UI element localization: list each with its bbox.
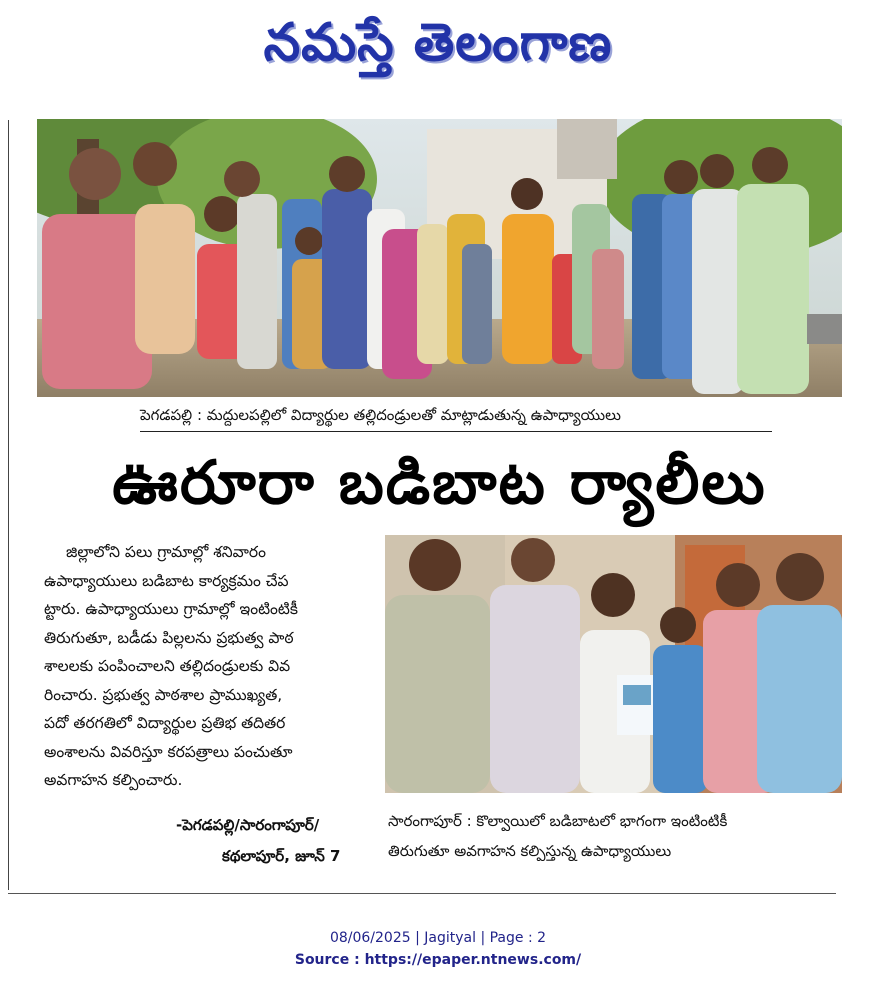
article-line: శాలలకు పంపించాలని తల్లిదండ్రులకు వివ xyxy=(44,657,291,675)
edition-info: 08/06/2025 | Jagityal | Page : 2 xyxy=(329,930,547,946)
article-byline-dateline: కథలాపూర్, జూన్ 7 xyxy=(222,847,341,865)
caption-line: తిరుగుతూ అవగాహన కల్పిస్తున్న ఉపాధ్యాయులు xyxy=(388,842,672,860)
caption-line: సారంగాపూర్ : కొల్వాయిలో బడిబాటలో భాగంగా ఇంటింటికీ xyxy=(388,812,728,830)
photo-teachers-with-parents xyxy=(37,119,842,397)
newspaper-masthead: నమస్తే తెలంగాణ xyxy=(263,13,613,73)
article-line: రించారు. ప్రభుత్వ పాఠశాల ప్రాముఖ్యత, xyxy=(44,685,283,704)
article-line: అంశాలను వివరిస్తూ కరపత్రాలు పంచుతూ xyxy=(44,742,293,761)
article-body xyxy=(44,538,374,795)
photo-caption-sarangapur xyxy=(388,806,844,866)
article-line: పదో తరగతిలో విద్యార్థుల ప్రతిభ తదితర xyxy=(44,714,286,732)
photo-teachers-distributing-pamphlets xyxy=(385,535,842,793)
caption-divider xyxy=(140,431,772,432)
photo-caption-pegadapalli: పెగడపల్లి : మద్దులపల్లిలో విద్యార్థుల తల్లిదండ్రులతో మాట్లాడుతున్న ఉపాధ్యాయులు xyxy=(140,406,621,424)
page-border-left xyxy=(8,120,9,890)
article-line: జిల్లాలోని పలు గ్రామాల్లో శనివారం xyxy=(66,543,266,561)
article-line: అవగాహన కల్పించారు. xyxy=(44,771,183,789)
article-headline: ఊరూరా బడిబాట ర్యాలీలు xyxy=(112,448,767,518)
article-line: ఉపాధ్యాయులు బడిబాట కార్యక్రమం చేప xyxy=(44,571,289,590)
source-link[interactable]: Source : https://epaper.ntnews.com/ xyxy=(294,952,582,968)
page-bottom-rule xyxy=(8,893,836,894)
article-line: ట్టారు. ఉపాధ్యాయులు గ్రామాల్లో ఇంటింటికీ xyxy=(44,600,298,618)
article-byline-places: -పెగడపల్లి/సారంగాపూర్/ xyxy=(176,816,320,834)
article-line: తిరుగుతూ, బడీడు పిల్లలను ప్రభుత్వ పాఠ xyxy=(44,628,294,647)
